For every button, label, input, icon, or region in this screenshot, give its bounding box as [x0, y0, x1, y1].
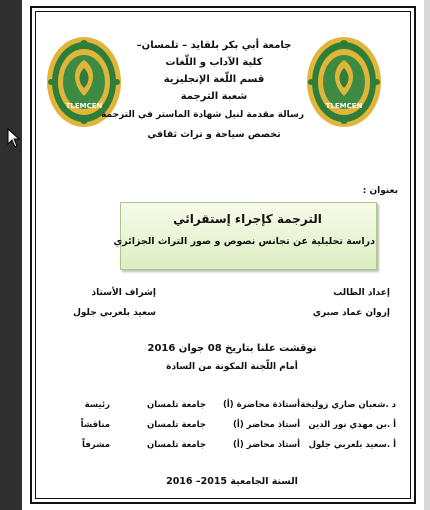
committee-member-name: د .شعبان صاري زوليخة: [300, 400, 396, 410]
supervisor-label: إشراف الأستاذ: [91, 288, 156, 298]
committee-member-university: جامعة تلمسان: [147, 400, 206, 410]
header-thesis-purpose: رسالة مقدمة لنيل شهادة الماستر في الترجمة: [101, 110, 304, 120]
viewer-side-strip: [0, 0, 22, 510]
title-intro-label: بعنوان :: [362, 186, 398, 196]
document-page: [22, 0, 424, 510]
header-faculty: كلية الآداب و اللّغات: [165, 57, 263, 68]
committee-member-university: جامعة تلمسان: [147, 420, 206, 430]
academic-year: السنة الجامعية 2015– 2016: [166, 476, 298, 487]
committee-member-name: أ .سعيد بلعربي جلول: [308, 440, 396, 450]
thesis-title-main: الترجمة كإجراء إستقرائي: [173, 212, 322, 226]
defense-date: نوقشت علنا بتاريخ 08 جوان 2016: [147, 343, 317, 354]
header-specialty: تخصص سياحة و تراث ثقافي: [147, 129, 281, 140]
committee-member-title: أستاذ محاضر (أ): [233, 440, 300, 450]
header-branch: شعبة الترجمة: [180, 91, 248, 102]
committee-member-name: أ .بن مهدي نور الدين: [308, 420, 396, 430]
committee-member-role: مناقشاً: [80, 420, 110, 430]
viewer-right-edge: [424, 0, 430, 510]
committee-member-role: رئيسة: [84, 400, 110, 410]
mouse-pointer-icon: [7, 128, 23, 148]
committee-member-role: مشرفاً: [82, 440, 110, 450]
committee-member-title: أستاذ محاضر (أ): [233, 420, 300, 430]
emblem-label-left: TLEMCEN: [65, 102, 103, 110]
student-name: إروان عماد صبري: [312, 308, 390, 318]
thesis-title-sub: دراسة تحليلية عن تجانس نصوص و صور التراث الجزائري: [113, 236, 375, 247]
header-university: جامعة أبي بكر بلقايد – تلمسان–: [136, 40, 292, 51]
prepared-by-label: إعداد الطالب: [333, 288, 390, 298]
defense-committee-intro: أمام اللّجنة المكونة من السادة: [166, 362, 298, 372]
emblem-label-right: TLEMCEN: [325, 102, 363, 110]
committee-member-title: أستاذة محاضرة (أ): [222, 400, 300, 410]
header-department: قسم اللّغة الإنجليزية: [163, 74, 265, 85]
committee-member-university: جامعة تلمسان: [147, 440, 206, 450]
supervisor-name: سعيد بلعربي جلول: [73, 308, 156, 318]
university-emblem-right: [304, 34, 384, 130]
